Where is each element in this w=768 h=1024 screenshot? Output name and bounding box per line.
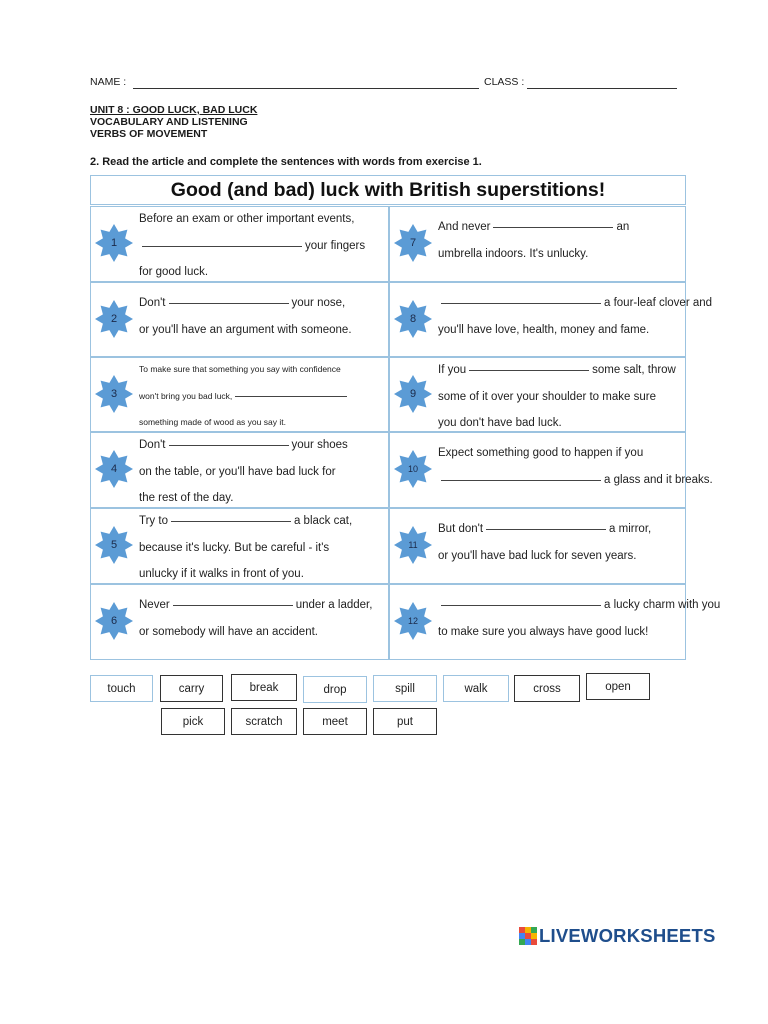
answer-blank[interactable] xyxy=(169,303,289,304)
word-bank-drop[interactable]: drop xyxy=(303,676,367,703)
unit-subtitle-verbs: VERBS OF MOVEMENT xyxy=(90,128,208,140)
word-bank-walk[interactable]: walk xyxy=(443,675,509,702)
number-star-icon xyxy=(393,223,433,263)
sentence-line: to make sure you always have good luck! xyxy=(438,625,649,638)
class-label: CLASS : xyxy=(484,76,525,88)
liveworksheets-logo xyxy=(519,926,716,946)
sentence-line: some of it over your shoulder to make sure xyxy=(438,390,656,403)
sentence-text: some salt, throw xyxy=(592,364,676,376)
sentence-line xyxy=(438,297,712,309)
unit-title: UNIT 8 : GOOD LUCK, BAD LUCK xyxy=(90,104,258,116)
item-number: 4 xyxy=(110,463,118,475)
word-bank-put[interactable]: put xyxy=(373,708,437,735)
item-number: 10 xyxy=(407,464,418,474)
sentence-line: you'll have love, health, money and fame. xyxy=(438,323,650,336)
sentence-line xyxy=(438,523,651,535)
sentence-line: something made of wood as you say it. xyxy=(139,417,286,427)
answer-blank[interactable] xyxy=(441,605,601,606)
sentence-text: an xyxy=(616,221,630,233)
sentence-line xyxy=(139,515,352,527)
name-label: NAME : xyxy=(90,76,127,88)
article-title: Good (and bad) luck with British superstitions! xyxy=(90,175,686,205)
sentence-line: To make sure that something you say with confidence xyxy=(139,364,341,374)
sentence-line: for good luck. xyxy=(139,266,209,278)
sentence-line xyxy=(139,599,372,611)
sentence-line: you don't have bad luck. xyxy=(438,417,562,429)
number-star-icon xyxy=(94,223,134,263)
article-item-6 xyxy=(90,584,389,660)
article-item-3 xyxy=(90,357,389,432)
number-star-icon xyxy=(393,525,433,565)
number-star-icon xyxy=(94,601,134,641)
sentence-text: your shoes xyxy=(291,439,348,451)
sentence-line: because it's lucky. But be careful - it's xyxy=(139,541,330,554)
item-number: 3 xyxy=(110,387,118,400)
number-star-icon xyxy=(393,449,433,489)
number-star-icon xyxy=(393,601,433,641)
sentence-text: But don't xyxy=(438,523,484,535)
article-item-1 xyxy=(90,206,389,282)
answer-blank[interactable] xyxy=(469,370,589,371)
word-bank-scratch[interactable]: scratch xyxy=(231,708,297,735)
liveworksheets-logo-icon xyxy=(519,927,537,945)
item-number: 2 xyxy=(110,312,118,325)
sentence-line: or you'll have bad luck for seven years. xyxy=(438,549,637,562)
word-bank-pick[interactable]: pick xyxy=(161,708,225,735)
sentence-line: Expect something good to happen if you xyxy=(438,447,644,459)
answer-blank[interactable] xyxy=(142,246,302,247)
article-item-4 xyxy=(90,432,389,508)
article-item-5 xyxy=(90,508,389,584)
sentence-line xyxy=(438,364,676,376)
unit-heading xyxy=(90,104,257,140)
sentence-line: Before an exam or other important events, xyxy=(139,213,355,225)
exercise-instruction: 2. Read the article and complete the sentences with words from exercise 1. xyxy=(90,156,482,168)
article-item-8 xyxy=(389,282,713,357)
sentence-text: a glass and it breaks. xyxy=(604,473,713,486)
item-number: 1 xyxy=(110,237,118,249)
number-star-icon xyxy=(393,374,433,414)
sentence-text: your nose, xyxy=(291,297,346,309)
word-bank-carry[interactable]: carry xyxy=(160,675,223,702)
class-field[interactable] xyxy=(527,88,677,89)
number-star-icon xyxy=(94,299,134,339)
article-item-2 xyxy=(90,282,389,357)
item-number: 11 xyxy=(408,540,418,550)
article-item-12 xyxy=(389,584,721,660)
sentence-text: a black cat, xyxy=(293,515,353,527)
sentence-text: your fingers xyxy=(305,239,366,252)
sentence-text: won't bring you bad luck, xyxy=(139,390,233,401)
sentence-line xyxy=(438,221,629,233)
number-star-icon xyxy=(94,525,134,565)
sentence-line: umbrella indoors. It's unlucky. xyxy=(438,247,589,260)
answer-blank[interactable] xyxy=(173,605,293,606)
item-number: 7 xyxy=(409,237,417,249)
item-number: 5 xyxy=(110,539,118,551)
article-item-9 xyxy=(389,357,686,432)
sentence-text: a mirror, xyxy=(609,523,652,535)
sentence-line xyxy=(139,297,345,309)
word-bank-touch[interactable]: touch xyxy=(90,675,153,702)
sentence-text: Don't xyxy=(139,439,166,451)
sentence-text: a lucky charm with you xyxy=(604,599,721,611)
item-number: 12 xyxy=(407,616,418,626)
answer-blank[interactable] xyxy=(441,303,601,304)
name-field[interactable] xyxy=(133,88,479,89)
article-item-11 xyxy=(389,508,686,584)
sentence-line xyxy=(438,474,713,486)
answer-blank[interactable] xyxy=(493,227,613,228)
sentence-text: Try to xyxy=(139,515,168,527)
sentence-line xyxy=(139,439,348,451)
sentence-line: or you'll have an argument with someone. xyxy=(139,323,352,336)
sentence-text: And never xyxy=(438,221,491,233)
sentence-text: a four-leaf clover and xyxy=(604,297,713,309)
sentence-line xyxy=(139,240,365,252)
word-bank-break[interactable]: break xyxy=(231,674,297,701)
sentence-text: Don't xyxy=(139,297,166,309)
number-star-icon xyxy=(94,449,134,489)
sentence-line: on the table, or you'll have bad luck for xyxy=(139,465,336,478)
sentence-line: or somebody will have an accident. xyxy=(139,625,318,638)
item-number: 8 xyxy=(409,312,417,325)
logo-text: LIVEWORKSHEETS xyxy=(539,925,716,946)
word-bank-spill[interactable]: spill xyxy=(373,675,437,702)
article-item-10 xyxy=(389,432,713,508)
article-item-7 xyxy=(389,206,686,282)
item-number: 6 xyxy=(110,615,118,627)
word-bank-cross[interactable]: cross xyxy=(514,675,580,702)
answer-blank[interactable] xyxy=(486,529,606,530)
answer-blank[interactable] xyxy=(171,521,291,522)
sentence-text: If you xyxy=(438,364,467,376)
number-star-icon xyxy=(393,299,433,339)
answer-blank[interactable] xyxy=(169,445,289,446)
number-star-icon xyxy=(94,374,134,414)
sentence-line xyxy=(438,599,720,611)
word-bank-open[interactable]: open xyxy=(586,673,650,700)
answer-blank[interactable] xyxy=(441,480,601,481)
sentence-text: under a ladder, xyxy=(295,599,373,611)
sentence-line xyxy=(139,391,350,401)
word-bank-meet[interactable]: meet xyxy=(303,708,367,735)
sentence-line: unlucky if it walks in front of you. xyxy=(139,568,304,580)
unit-subtitle-vocabulary: VOCABULARY AND LISTENING xyxy=(90,116,248,128)
sentence-line: the rest of the day. xyxy=(139,492,234,504)
item-number: 9 xyxy=(409,387,417,400)
answer-blank[interactable] xyxy=(235,396,347,397)
sentence-text: Never xyxy=(139,599,170,611)
